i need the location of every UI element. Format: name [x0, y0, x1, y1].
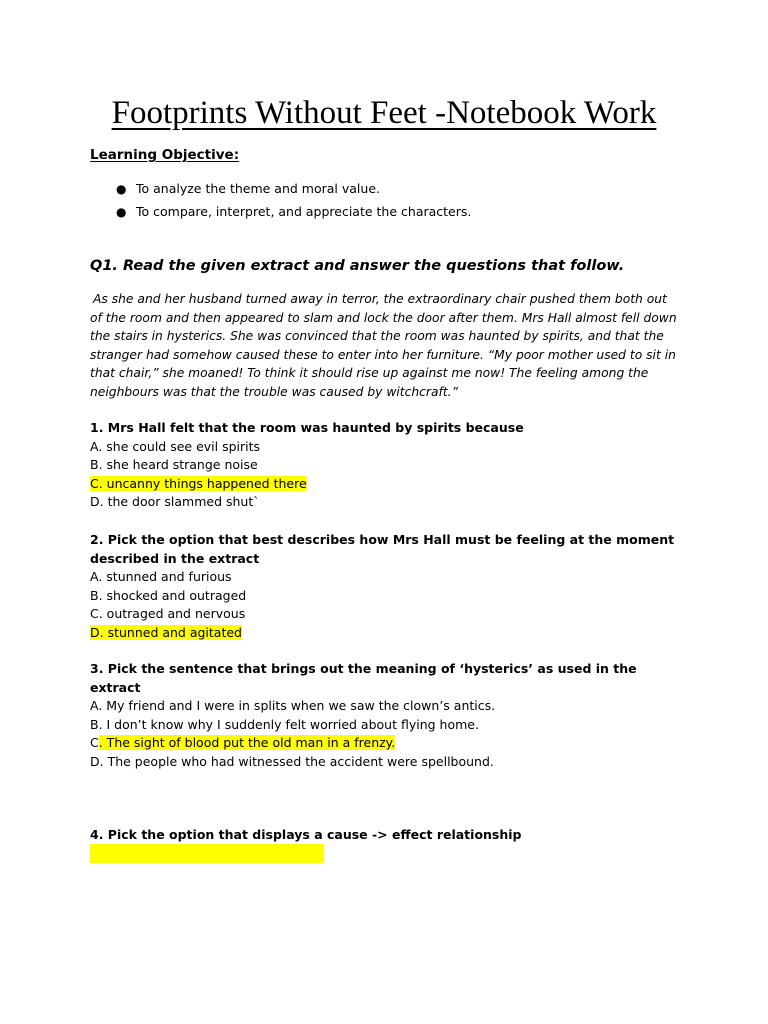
learning-objective-heading: Learning Objective:	[90, 147, 240, 163]
bullet-icon: ●	[116, 182, 127, 196]
empty-highlight	[90, 844, 324, 863]
q1-heading: Q1. Read the given extract and answer the questions that follow.	[90, 258, 625, 274]
question-text: 3. Pick the sentence that brings out the meaning of ‘hysterics’ as used in the extract	[90, 661, 637, 695]
highlighted-answer: C. uncanny things happened there	[90, 475, 307, 491]
extract-text: As she and her husband turned away in terror, the extraordinary chair pushed them both out of the room and then appeared to slam and lock the door after them. Mrs Hall almost fell down the stairs in hysterics. She was convinced that the room was haunted by spirits, and that the stranger had somehow caused these to enter into her furniture. “My poor mother used to sit in that chair,” she moaned! To think it should rise up against me now! The feeling among the neighbours was that the trouble was caused by witchcraft.”	[90, 292, 677, 399]
question-2	[90, 531, 690, 642]
question-text: 2. Pick the option that best describes how Mrs Hall must be feeling at the moment described in the extract	[90, 532, 675, 566]
option-c: C. outraged and nervous	[90, 606, 246, 621]
list-item	[90, 180, 471, 203]
list-item	[90, 203, 471, 226]
bullet-icon: ●	[116, 204, 127, 219]
option-a: A. My friend and I were in splits when we saw the clown’s antics.	[90, 698, 496, 713]
highlighted-answer: D. stunned and agitated	[90, 624, 242, 640]
question-text: 4. Pick the option that displays a cause -> effect relationship	[90, 827, 522, 842]
learning-objective-list	[90, 180, 471, 225]
option-d: D. The people who had witnessed the accident were spellbound.	[90, 753, 494, 769]
question-3	[90, 660, 690, 771]
option-list	[90, 438, 690, 512]
option-b: B. she heard strange noise	[90, 457, 258, 472]
objective-text: To compare, interpret, and appreciate the characters.	[136, 203, 472, 219]
option-c-prefix: C	[90, 735, 99, 750]
question-4	[90, 826, 690, 845]
objective-text: To analyze the theme and moral value.	[136, 181, 380, 196]
option-c	[90, 734, 690, 753]
highlighted-answer: . The sight of blood put the old man in a frenzy.	[98, 735, 396, 750]
question-1	[90, 419, 690, 512]
option-list	[90, 568, 690, 642]
option-b: B. shocked and outraged	[90, 587, 247, 603]
option-b: B. I don’t know why I suddenly felt worried about flying home.	[90, 716, 479, 732]
option-d	[90, 624, 690, 643]
question-text: 1. Mrs Hall felt that the room was haunted by spirits because	[90, 420, 524, 435]
option-a: A. stunned and furious	[90, 569, 232, 584]
option-a: A. she could see evil spirits	[90, 438, 261, 454]
option-list	[90, 697, 690, 771]
option-c	[90, 475, 690, 494]
option-d: D. the door slammed shut`	[90, 494, 260, 509]
page-title: Footprints Without Feet -Notebook Work	[111, 95, 657, 131]
